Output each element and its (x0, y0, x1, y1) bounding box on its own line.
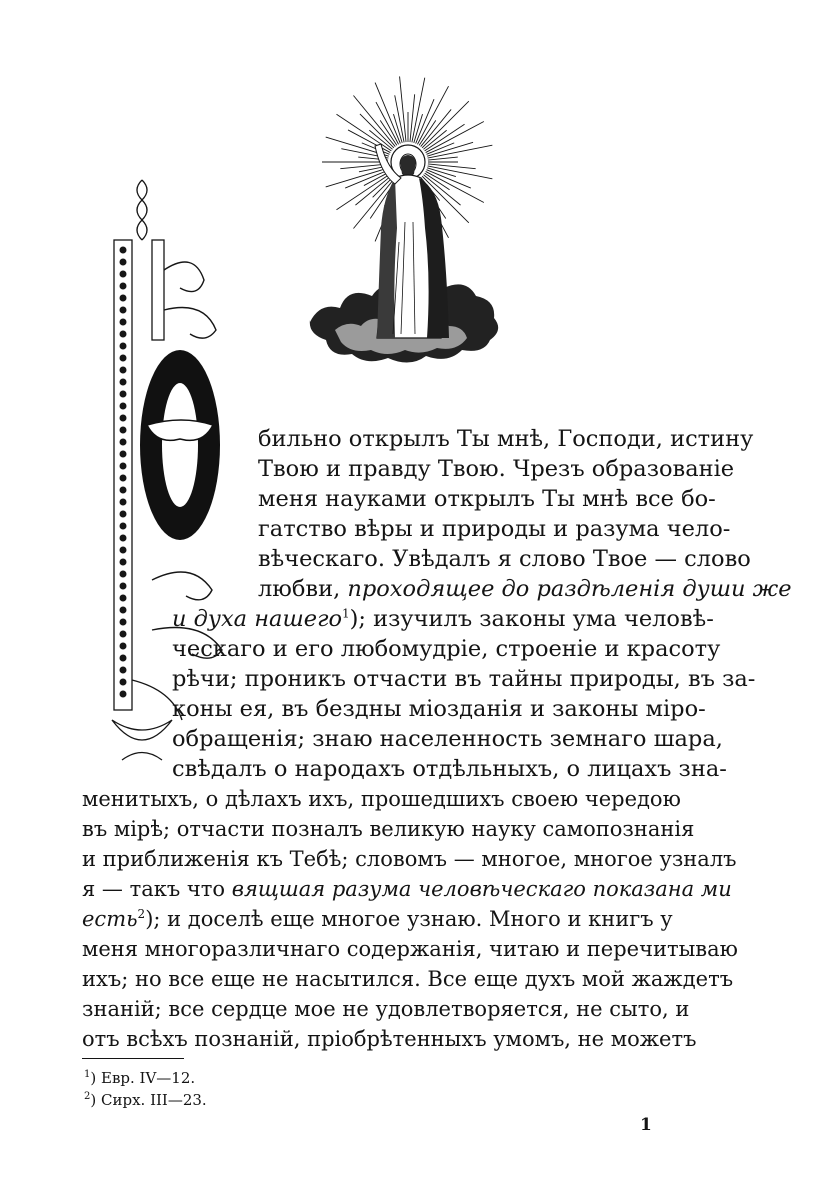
text-line: любви, проходящее до раздѣленія души же (258, 576, 792, 602)
footnote: $^1$) Евр. IV—12. (84, 1069, 196, 1087)
text-line: обращенія; знаю населенность земнаго шара, (172, 726, 723, 752)
text-line: отъ всѣхъ познаній, пріобрѣтенныхъ умомъ, не можетъ (82, 1027, 697, 1051)
text-line: свѣдалъ о народахъ отдѣльныхъ, о лицахъ зна- (172, 756, 727, 782)
text-line: гатство вѣры и природы и разума чело- (258, 516, 731, 542)
footnote-ref: 2 (137, 907, 146, 921)
text-line: я — такъ что вящшая разума человѣческаго показана ми (82, 877, 732, 901)
text-line: ихъ; но все еще не насытился. Все еще духъ мой жаждетъ (82, 967, 734, 991)
text-line: менитыхъ, о дѣлахъ ихъ, прошедшихъ своею чередою (82, 787, 681, 811)
text-line: меня науками открылъ Ты мнѣ все бо- (258, 486, 716, 512)
text-line: меня многоразличнаго содержанія, читаю и перечитываю (82, 937, 738, 961)
footnote-separator (82, 1058, 184, 1059)
text-line: ческаго и его любомудріе, строеніе и красоту (172, 636, 721, 662)
text-line: и приближенія къ Тебѣ; словомъ — многое, многое узналъ (82, 847, 737, 871)
text-line: коны ея, въ бездны міозданія и законы міро- (172, 696, 706, 722)
text-line: въ мірѣ; отчасти позналъ великую науку самопознанія (82, 817, 695, 841)
text-line: вѣческаго. Увѣдалъ я слово Твое — слово (258, 546, 751, 572)
text-line: и духа нашего$^1$); изучилъ законы ума человѣ- (172, 606, 714, 632)
text-line: бильно открылъ Ты мнѣ, Господи, истину (258, 426, 754, 452)
christ-engraving-image (305, 72, 505, 390)
footnote: $^2$) Сирх. III—23. (84, 1091, 207, 1109)
text-line: знаній; все сердце мое не удовлетворяется, не сыто, и (82, 997, 690, 1021)
text-line: Твою и правду Твою. Чрезъ образованіе (258, 456, 735, 482)
page-number: 1 (640, 1115, 652, 1135)
text-line: есть$^2$); и доселѣ еще многое узнаю. Много и книгъ у (82, 907, 673, 931)
footnote-ref: 1 (342, 606, 350, 621)
text-line: рѣчи; проникъ отчасти въ тайны природы, въ за- (172, 666, 756, 692)
